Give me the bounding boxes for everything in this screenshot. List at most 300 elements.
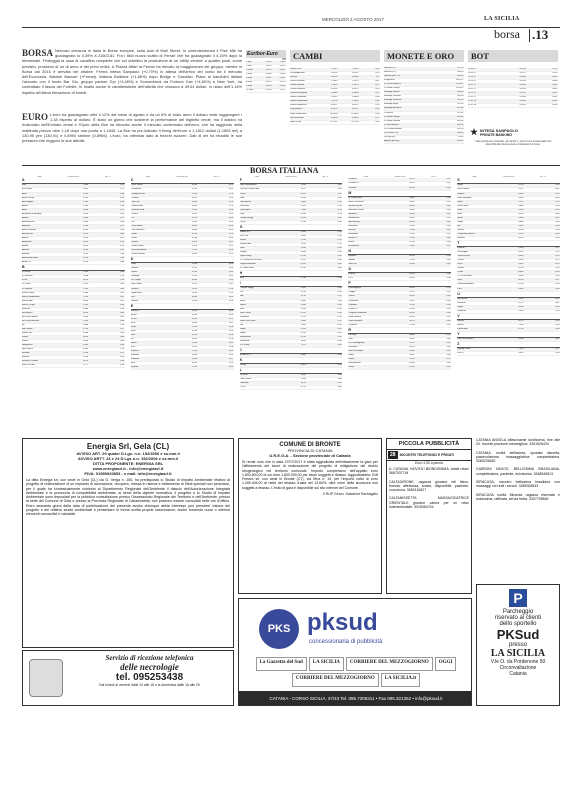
stock-cell: 0,20	[555, 192, 560, 195]
stock-cell: Telecom Italia	[457, 255, 470, 258]
stock-column-label: Prezzo di Rif.	[502, 176, 515, 178]
stock-cell: 0,30	[555, 309, 560, 312]
stock-cell: -0,43	[119, 303, 125, 306]
cambi-cell: 1,4801	[352, 100, 359, 103]
stock-cell: 4,760	[300, 331, 306, 334]
stock-cell: 0,63	[228, 275, 233, 278]
stock-cell: 0,18	[337, 299, 342, 302]
stock-cell: Intek Group	[239, 311, 251, 314]
stock-cell: 0,350	[191, 313, 198, 316]
stock-cell: Azimut H.	[22, 261, 32, 264]
stock-cell: Fidia	[239, 196, 245, 199]
stock-cell: 5,650	[300, 196, 306, 199]
stock-letter-heading: P	[348, 281, 451, 287]
stock-cell: Csp International	[130, 249, 147, 252]
stock-cell: 8,200	[518, 251, 524, 254]
cambi-cell: Franco svizzero	[290, 80, 305, 83]
stock-cell: 0,10	[555, 263, 560, 266]
cambi-rows	[290, 68, 380, 125]
stock-cell: 1,60	[228, 196, 233, 199]
stock-cell: 0,30	[337, 247, 342, 250]
stock-cell: ERG	[130, 346, 136, 349]
stock-cell: Enel	[130, 334, 135, 336]
stock-cell: Lventure	[348, 186, 357, 189]
stock-cell: 0,47	[337, 295, 342, 298]
stock-cell: Caltagirone	[130, 188, 142, 191]
stock-cell: 0,68	[337, 374, 342, 377]
stock-cell: 9,850	[518, 224, 524, 227]
stock-cell: Bco Desio Brianza	[22, 319, 40, 322]
stock-cell: 3,014	[518, 196, 524, 199]
stock-cell: La Doria	[239, 374, 248, 377]
stock-cell: Tod's	[457, 279, 462, 282]
cambi-cell: 0,24	[375, 108, 380, 111]
stock-cell: Fullsix	[239, 220, 246, 223]
stock-cell: 0,00	[555, 228, 560, 231]
stock-cell: A.S. Roma	[22, 188, 33, 191]
stock-cell: 0,00	[337, 259, 342, 262]
cambi-cell: 0,10	[375, 88, 380, 91]
stock-cell: Cairo Comm.	[130, 184, 144, 187]
stock-cell: 0,24	[228, 329, 233, 332]
bot-cell: 0,389	[552, 80, 558, 83]
stock-cell: 6,355	[191, 196, 198, 199]
bot-cell: 0,293	[552, 72, 558, 75]
stock-cell: Banco Bpm	[22, 299, 33, 302]
stock-cell: Tiscali	[457, 271, 463, 274]
stock-cell: Maire Tecnimont	[348, 200, 364, 203]
stock-cell: 0,00	[446, 196, 451, 199]
cambi-cell: Real brasiliano	[290, 116, 304, 119]
stock-cell: Autogrill	[22, 253, 30, 256]
monete-cell: 35,35	[458, 135, 464, 138]
stock-cell: 0,00	[337, 196, 342, 199]
euribor-title: Euribor-Euro	[246, 50, 286, 58]
stock-cell: 0,00	[555, 267, 560, 270]
euribor-rows	[246, 61, 286, 93]
stock-cell: 0,530	[83, 344, 89, 347]
stock-letter-heading: Y	[457, 332, 560, 338]
stock-cell: 1,320	[191, 192, 198, 195]
stock-cell: Brunello Cucinelli	[22, 360, 39, 363]
stock-cell: Italgas	[239, 331, 246, 334]
stock-cell: Biesse	[22, 336, 29, 339]
stock-cell: 0,380	[83, 291, 89, 294]
stock-cell: 2,470	[300, 327, 306, 330]
stock-cell: Rosss	[348, 366, 355, 369]
monete-cell: 445,95	[457, 123, 464, 126]
euribor-cell: -0,373	[279, 69, 286, 72]
euro-news	[22, 112, 242, 164]
stock-cell: 0,32	[446, 315, 451, 318]
euribor-cell: -0,374	[265, 65, 272, 68]
stock-cell: 1,51	[228, 245, 233, 248]
euribor-cell: -0,376	[279, 65, 286, 68]
stock-cell: 292,0	[300, 364, 306, 367]
cambi-cell: 304,27	[331, 104, 338, 107]
stock-cell: 1,228	[191, 366, 198, 369]
stock-cell: 0,91	[228, 241, 233, 244]
stock-cell: Luxottica	[348, 178, 357, 181]
stock-cell: 0,00	[555, 271, 560, 274]
stock-cell: 27,25	[300, 315, 306, 318]
stock-cell: 38,00	[83, 336, 89, 339]
stock-cell: 0,80	[120, 336, 125, 339]
stock-cell: 0,18	[446, 212, 451, 215]
stock-cell: 0,18	[446, 178, 451, 181]
stock-cell: 6,020	[83, 245, 89, 248]
stock-cell: 12,84	[83, 352, 89, 355]
stock-cell: 14,70	[300, 382, 306, 385]
bot-rows	[468, 68, 558, 108]
stock-cell: 0,19	[337, 307, 342, 310]
stock-cell: 0,860	[300, 354, 306, 357]
stock-cell: 0,150	[300, 267, 306, 270]
stock-cell: 0,00	[228, 237, 233, 240]
stock-cell: 4,004	[518, 192, 524, 195]
stock-cell: 0,00	[555, 224, 560, 227]
pksud-logos	[243, 657, 469, 687]
stock-cell: 168,2	[409, 354, 415, 357]
stock-cell: Iren	[239, 323, 244, 326]
cambi-cell: 7,4370	[352, 84, 359, 87]
stock-cell: 54,90	[191, 362, 198, 365]
piccola-pubblicita	[386, 438, 472, 594]
stock-cell: 3,650	[83, 241, 89, 244]
stock-cell: 1,916	[409, 358, 415, 361]
euribor-cell: -0,206	[279, 85, 286, 88]
cambi-cell: 70,7507	[329, 120, 338, 123]
stock-cell: 0,42	[337, 331, 342, 334]
bot-cell: 0,410	[552, 76, 558, 79]
stock-cell: 0,24	[446, 341, 451, 344]
cambi-cell: 0,11	[375, 92, 380, 95]
stock-cell: Mondadori	[348, 232, 359, 235]
stock-cell: Vittoria Ass.	[457, 327, 469, 330]
stock-cell: 2,240	[191, 342, 198, 345]
stock-cell: 0,00	[120, 311, 125, 314]
stock-cell: 5,900	[518, 247, 524, 250]
stock-cell: Aedes	[22, 204, 28, 207]
monete-cell: 187,65	[457, 107, 464, 110]
stock-cell: Recordati	[348, 346, 358, 348]
necrologie-ad	[22, 650, 234, 706]
stock-cell: 10,00	[518, 228, 524, 231]
stock-cell: Tesmec	[457, 267, 465, 270]
stock-cell: Ascopiave	[22, 241, 32, 244]
stock-cell: Autostrade Merid.	[22, 257, 39, 260]
pksud-tagline: concessionaria di pubblicità	[309, 639, 383, 645]
cambi-title: CAMBI	[290, 50, 380, 62]
stock-cell: 3,990	[191, 184, 198, 187]
stock-cell: 0,00	[446, 186, 451, 189]
stock-cell: 5,200	[300, 307, 306, 310]
stock-cell: 0,556	[191, 232, 198, 235]
bot-cell: 99,917	[519, 92, 526, 95]
stock-cell: 0,47	[120, 295, 125, 298]
stock-cell: 0,27	[555, 347, 560, 350]
stock-cell: Cucina Società	[130, 253, 145, 256]
parking-l8: Catania	[509, 671, 527, 677]
stock-cell: 0,00	[120, 257, 125, 260]
stock-column	[240, 176, 343, 436]
intesa-note: I dati riportati sono indicativi: gli scambi e i prezzi sono ricavati dalle fonti disponibili alla chiusura delle contrattazioni di borsa.	[474, 140, 552, 146]
euribor-cell: -0,378	[265, 61, 272, 63]
stock-cell: 4,130	[191, 329, 198, 332]
cambi-cell: 0,01	[375, 120, 380, 123]
stock-cell: 0,180	[409, 311, 415, 314]
stock-cell: Mondo TV	[348, 237, 358, 240]
stock-cell: 29,64	[83, 275, 89, 278]
stock-cell: 12,16	[83, 232, 89, 235]
stock-cell: Aeroporto di Bologna	[22, 212, 42, 215]
newspaper-logo: CORRIERE DEL MEZZOGIORNO	[346, 657, 433, 671]
stock-cell: 0,48	[228, 325, 233, 328]
stock-column-header	[22, 176, 125, 178]
stock-cell: 0,00	[446, 259, 451, 262]
stock-cell: 0,55	[120, 241, 125, 244]
stock-cell: 1,07	[446, 323, 451, 326]
euro-text: L'euro ha guadagnato oltre il 12% dal mese di agosto e da un 6% di inizio anno il dollaro vede raggiungere i 1,18 rispetto al dollaro. È stato un giorno che sostiene la performance del biglietto verde, ma il dollaro ha ricalcolato dell'Emirato ormai e l'Opec della Bce ha ritrovato anche il mercato confermato dell'euro, che ha raggiunto nella mattinata prezzo oltre 1,18 dopo una punta a 1,1845. La Bce ha pre-indicato il fixing dell'euro a 1,1812 dollari (1,1853 ieri) a 130,95 yen (130,91) e 0,8994 sterline (0,8966). L'euro, ha ottimista dato ai franchi svizzeri. Dati di ieri ha ribadito le sue pressioni che reggono le sue attività.	[22, 112, 242, 144]
monete-cell: 248,23	[457, 75, 464, 78]
stock-cell: Eprice	[130, 342, 137, 345]
stock-cell: 0,450	[191, 224, 198, 227]
stock-cell: Juventus FC	[239, 354, 252, 357]
monete-cell: 248,23	[457, 71, 464, 74]
bot-cell: 14.11.17	[468, 84, 476, 87]
stock-cell: 0,24	[555, 251, 560, 254]
cambi-cell: 1,1479	[352, 80, 359, 83]
stock-cell: Mid Industry	[348, 220, 360, 223]
stock-cell: 24,86	[518, 337, 524, 340]
stock-cell: 2,034	[518, 309, 524, 312]
stock-cell: Sogefi	[457, 220, 464, 223]
stock-cell: 6,335	[409, 277, 415, 280]
catania-ad3: GIARDINI NAXOS, BELLISSIMA BRASILIANA, completissima, paziente, dolcissima. 3348549813	[476, 467, 560, 476]
bot-cell: 99,958	[519, 76, 526, 79]
cambi-cell: 0,85	[375, 68, 380, 70]
stock-cell: 0,31	[446, 232, 451, 235]
stock-cell: IGD	[239, 291, 244, 294]
stock-cell: 0,18	[446, 228, 451, 231]
monete-cell: 4 Ducati Austria	[384, 123, 399, 126]
bot-table	[468, 50, 558, 162]
stock-cell: 4,840	[518, 204, 524, 207]
stock-cell: 2,680	[83, 208, 89, 211]
monete-cell: 496,91	[457, 139, 464, 142]
bot-cell: 0,734	[552, 68, 558, 70]
catania-ad4: SIRACUSA, incontro bellissima brasiliana con massaggi con tutti i servizi. 3285326543	[476, 480, 560, 489]
stock-cell: 2,100	[409, 303, 415, 306]
stock-cell: Mediobanca	[348, 216, 360, 219]
stock-cell: 0,33	[337, 212, 342, 215]
monete-cell: Oro (per gr.)	[384, 135, 396, 138]
stock-cell: 49,51	[409, 178, 415, 181]
stock-cell: 0,030	[518, 352, 524, 354]
stock-cell: 0,520	[300, 263, 306, 266]
euribor-cell: 1 mese	[246, 69, 253, 72]
stock-cell: 0,00	[337, 263, 342, 266]
bot-cell: 99,977	[519, 72, 526, 75]
header-paper-logo: LA SICILIA	[484, 16, 520, 22]
stock-cell: 3,900	[300, 234, 306, 237]
cambi-cell: 3,6990	[331, 116, 338, 119]
stock-cell: OVS	[348, 277, 353, 280]
stock-cell: 1,074	[300, 204, 306, 207]
monete-title: MONETE E ORO	[384, 50, 464, 62]
stock-cell: Gas Plus	[239, 234, 249, 237]
stock-cell: Cia	[130, 216, 134, 219]
euribor-cell: -0,331	[279, 77, 286, 80]
cambi-cell: 1,4815	[331, 96, 338, 99]
stock-column-label: Prezzo di Rif.	[67, 176, 80, 178]
stock-cell: 0,292	[300, 311, 306, 314]
cambi-cell: Zloty polacco	[290, 108, 303, 111]
parking-l5: LA SICILIA	[490, 648, 546, 659]
stock-cell: 3,364	[409, 212, 415, 215]
stock-cell: 0,64	[228, 299, 233, 302]
intesa-star-icon	[470, 128, 478, 136]
stock-cell: 1,400	[83, 184, 89, 187]
stock-cell: Unicredit	[457, 301, 466, 304]
stock-cell: 0,67	[555, 301, 560, 304]
stock-cell: Banca Finnat	[22, 291, 35, 294]
stock-cell: Risanamento	[348, 362, 361, 365]
stock-letter-heading: H	[240, 271, 343, 277]
stock-cell: 0,46	[120, 283, 125, 286]
cambi-cell: 15,5945	[350, 112, 359, 115]
cambi-cell: 1,1833	[352, 68, 359, 70]
stock-cell: 3,350	[300, 247, 306, 250]
stock-cell: Tamburi	[457, 247, 465, 250]
stock-cell: 0,45	[337, 255, 342, 258]
euribor-cell: -0,154	[265, 89, 272, 92]
stock-cell: Alerion	[22, 216, 29, 219]
stock-cell: 2,800	[83, 216, 89, 219]
stock-cell: 0,85	[446, 319, 451, 322]
stock-cell: 0,58	[446, 307, 451, 310]
stock-cell: Eukedos	[130, 354, 139, 357]
cambi-cell: 0,27	[375, 116, 380, 119]
stock-cell: 0,81	[228, 321, 233, 324]
stock-column-label: Titolo	[145, 176, 151, 178]
stock-cell: 0,86	[120, 319, 125, 322]
stock-cell: 0,66	[337, 277, 342, 280]
cambi-cell: 4,2572	[352, 108, 359, 111]
stock-cell: Enav	[130, 329, 136, 332]
stock-cell: 1,21	[120, 188, 125, 191]
stock-cell: 17,35	[518, 301, 524, 304]
cambi-cell: 9,3483	[331, 92, 338, 95]
stock-letter-heading: N	[348, 249, 451, 255]
stock-cell: 0,14	[228, 287, 233, 290]
stock-cell: 2,480	[191, 321, 198, 324]
parking-l2: riservato ai clienti	[494, 615, 542, 621]
stock-cell: 0,00	[228, 295, 233, 298]
stock-cell: 0,296	[409, 241, 415, 244]
stock-cell: Mutuionline	[348, 245, 360, 248]
necrologie-phone: tel. 095253438	[115, 672, 184, 683]
stock-cell: 15,50	[518, 283, 524, 286]
cambi-cell: 1,1812	[331, 68, 338, 70]
stock-cell: 6,990	[409, 307, 415, 310]
stock-cell: Intesa San Paolo	[239, 319, 256, 322]
stock-cell: 2,880	[300, 319, 306, 322]
stock-cell: 0,00	[446, 366, 451, 369]
stock-cell: 0,74	[228, 338, 233, 341]
stock-cell: Sesa	[457, 208, 462, 211]
stock-cell: 0,250	[409, 273, 415, 276]
section-title: borsa	[494, 27, 520, 41]
borsa-news	[22, 48, 242, 110]
stock-cell: 0,00	[228, 224, 233, 227]
stock-letter-heading: I	[240, 281, 343, 287]
stock-cell: 8,200	[191, 204, 198, 207]
stock-cell: Salini Impregilo	[457, 196, 472, 199]
stock-cell: Beni Stabili	[22, 328, 33, 330]
stock-cell: 1,20	[120, 323, 125, 326]
stock-cell: 9,850	[83, 237, 89, 240]
stock-letter-heading: Z	[457, 342, 560, 348]
euribor-cell: 3 mesi	[246, 77, 253, 80]
stock-cell: Reno De Medici	[348, 350, 364, 353]
stock-cell: Brioschi	[22, 356, 30, 359]
stock-cell: 0,25	[228, 184, 233, 187]
stock-cell: De' Longhi	[130, 279, 141, 282]
stock-cell: 0,22	[228, 253, 233, 256]
stock-cell: 0,00	[337, 216, 342, 219]
stock-cell: Panariagroup	[348, 287, 361, 290]
stock-cell: 0,00	[446, 337, 451, 340]
cambi-cell: Corona svedese	[290, 88, 306, 91]
stock-cell: 0,030	[409, 220, 415, 223]
stock-cell: 0,26	[337, 234, 342, 237]
stock-cell: Cerved	[130, 212, 138, 215]
stock-cell: 13,65	[191, 338, 198, 341]
stock-column	[131, 176, 234, 436]
stock-cell: Esprinet	[130, 350, 139, 353]
cambi-cell: Dollaro Usa	[290, 68, 301, 70]
stock-cell: Isagro	[239, 327, 246, 330]
stock-cell: 0,00	[337, 251, 342, 254]
stock-cell: Tenaris	[457, 259, 464, 262]
stock-cell: 2,420	[300, 323, 306, 326]
stock-cell: 2,34	[120, 279, 125, 282]
stock-cell: Gr. Waste Italia	[239, 267, 254, 270]
pksud-short: PKS	[267, 623, 291, 635]
monete-cell: 941,94	[457, 127, 464, 130]
stock-cell: 25,80	[518, 208, 524, 211]
page-number: .13	[532, 27, 549, 42]
stock-cell: 0,00	[120, 344, 125, 347]
stock-cell: 0,100	[409, 255, 415, 258]
stock-cell: Dea	[130, 295, 135, 298]
bronte-ad	[238, 438, 382, 594]
monete-table	[384, 50, 464, 162]
stock-cell: Mariella Burani	[348, 204, 363, 207]
stock-cell: 0,46	[555, 212, 560, 215]
stock-cell: Dobank	[130, 299, 138, 302]
stock-cell: Danieli	[130, 271, 138, 274]
stock-cell: 0,00	[555, 319, 560, 322]
stock-cell: 2,738	[300, 277, 306, 280]
stock-cell: 2,312	[409, 291, 415, 294]
stock-column-label: Titolo	[471, 176, 477, 178]
cambi-cell: 1,4808	[352, 96, 359, 99]
stock-cell: 0,40	[446, 277, 451, 280]
stock-cell: 19,90	[518, 184, 524, 187]
bot-cell: 0,402	[552, 84, 558, 87]
